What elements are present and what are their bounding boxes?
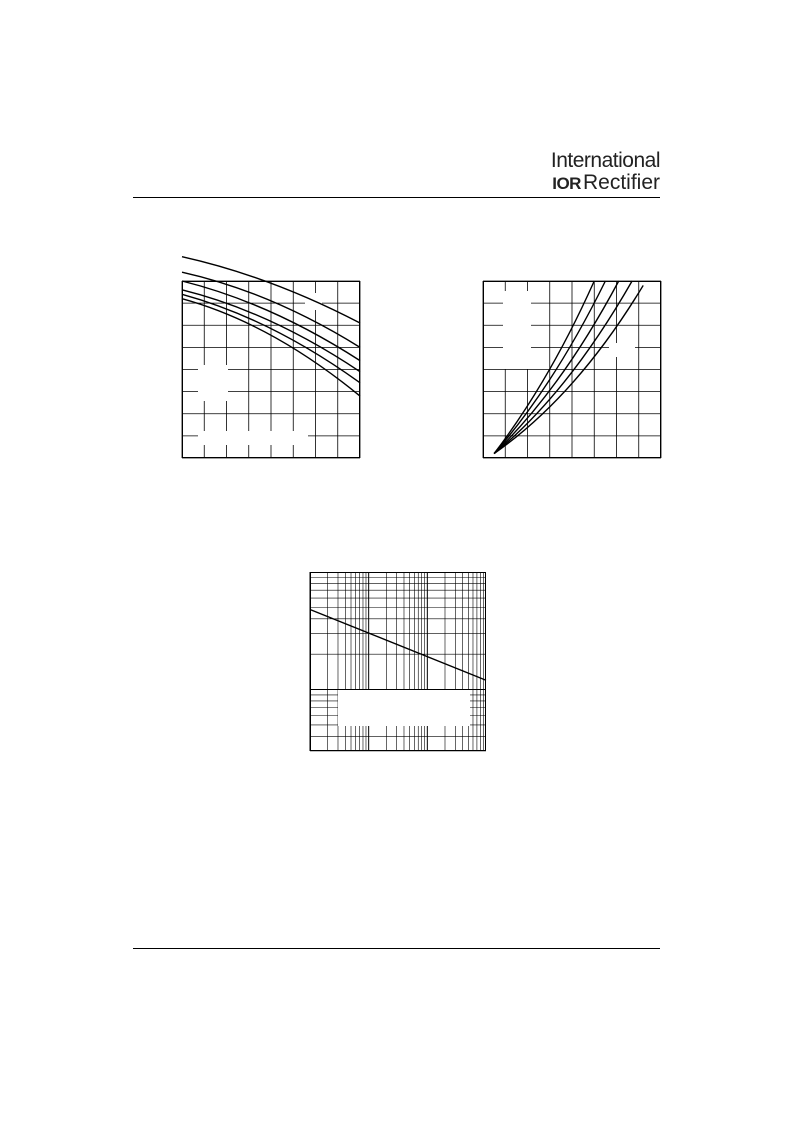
chart-2	[483, 281, 661, 458]
brand-logo	[551, 150, 660, 195]
series-line	[310, 609, 486, 680]
brand-name-line2: Rectifier	[582, 171, 660, 194]
label-mask	[198, 431, 308, 445]
label-mask	[609, 343, 635, 357]
header-rule	[133, 197, 660, 198]
chart-1	[182, 281, 360, 458]
brand-name-line1: International	[550, 149, 660, 172]
chart-3	[310, 572, 486, 751]
label-mask	[338, 690, 470, 726]
label-mask	[503, 291, 531, 369]
label-mask	[198, 365, 228, 401]
brand-name-line2-wrapper	[551, 172, 660, 195]
footer-rule	[133, 948, 660, 949]
ior-logo-mark: IOR	[552, 174, 581, 193]
label-mask	[305, 293, 322, 310]
